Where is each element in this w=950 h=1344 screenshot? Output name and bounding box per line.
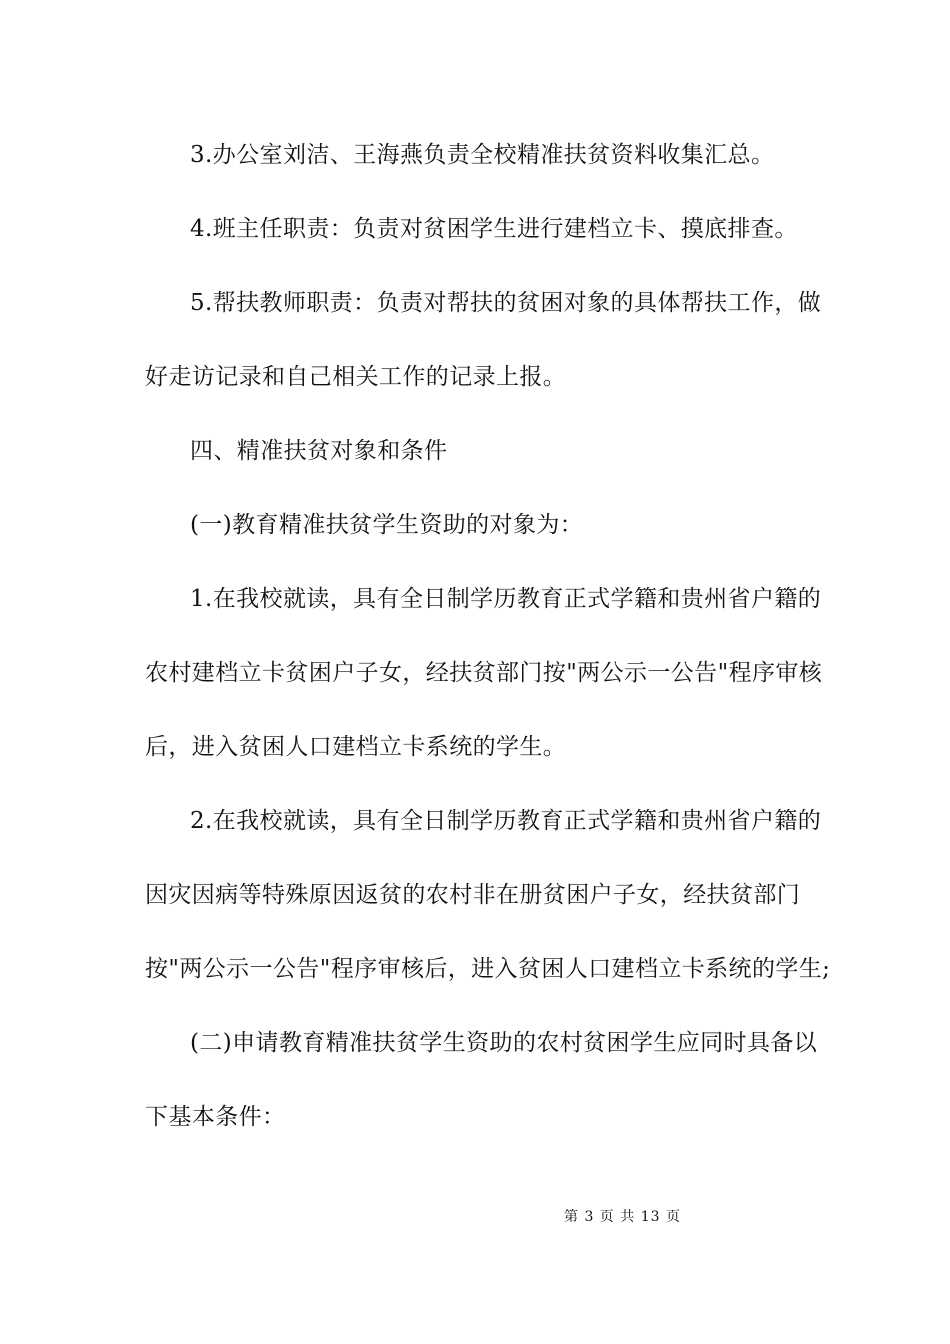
subsection-heading: (一)教育精准扶贫学生资助的对象为： — [190, 512, 584, 538]
subsection-heading: (二)申请教育精准扶贫学生资助的农村贫困学生应同时具备以 — [190, 1030, 818, 1056]
paragraph-line: 农村建档立卡贫困户子女，经扶贫部门按"两公示一公告"程序审核 — [145, 660, 823, 686]
paragraph-line: 好走访记录和自己相关工作的记录上报。 — [145, 364, 567, 390]
paragraph-line: 3.办公室刘洁、王海燕负责全校精准扶贫资料收集汇总。 — [190, 142, 775, 168]
page-number: 第 3 页 共 13 页 — [564, 1209, 681, 1225]
paragraph-line: 5.帮扶教师职责：负责对帮扶的贫困对象的具体帮扶工作，做 — [190, 290, 822, 316]
paragraph-line: 4.班主任职责：负责对贫困学生进行建档立卡、摸底排查。 — [190, 216, 798, 242]
paragraph-line: 下基本条件： — [145, 1104, 286, 1130]
paragraph-line: 1.在我校就读，具有全日制学历教育正式学籍和贵州省户籍的 — [190, 586, 822, 612]
paragraph-line: 因灾因病等特殊原因返贫的农村非在册贫困户子女，经扶贫部门 — [145, 882, 801, 908]
paragraph-line: 2.在我校就读，具有全日制学历教育正式学籍和贵州省户籍的 — [190, 808, 822, 834]
paragraph-line: 按"两公示一公告"程序审核后，进入贫困人口建档立卡系统的学生; — [145, 956, 831, 982]
section-heading: 四、精准扶贫对象和条件 — [190, 438, 448, 464]
page-footer — [0, 1208, 950, 1226]
paragraph-line: 后，进入贫困人口建档立卡系统的学生。 — [145, 734, 567, 760]
